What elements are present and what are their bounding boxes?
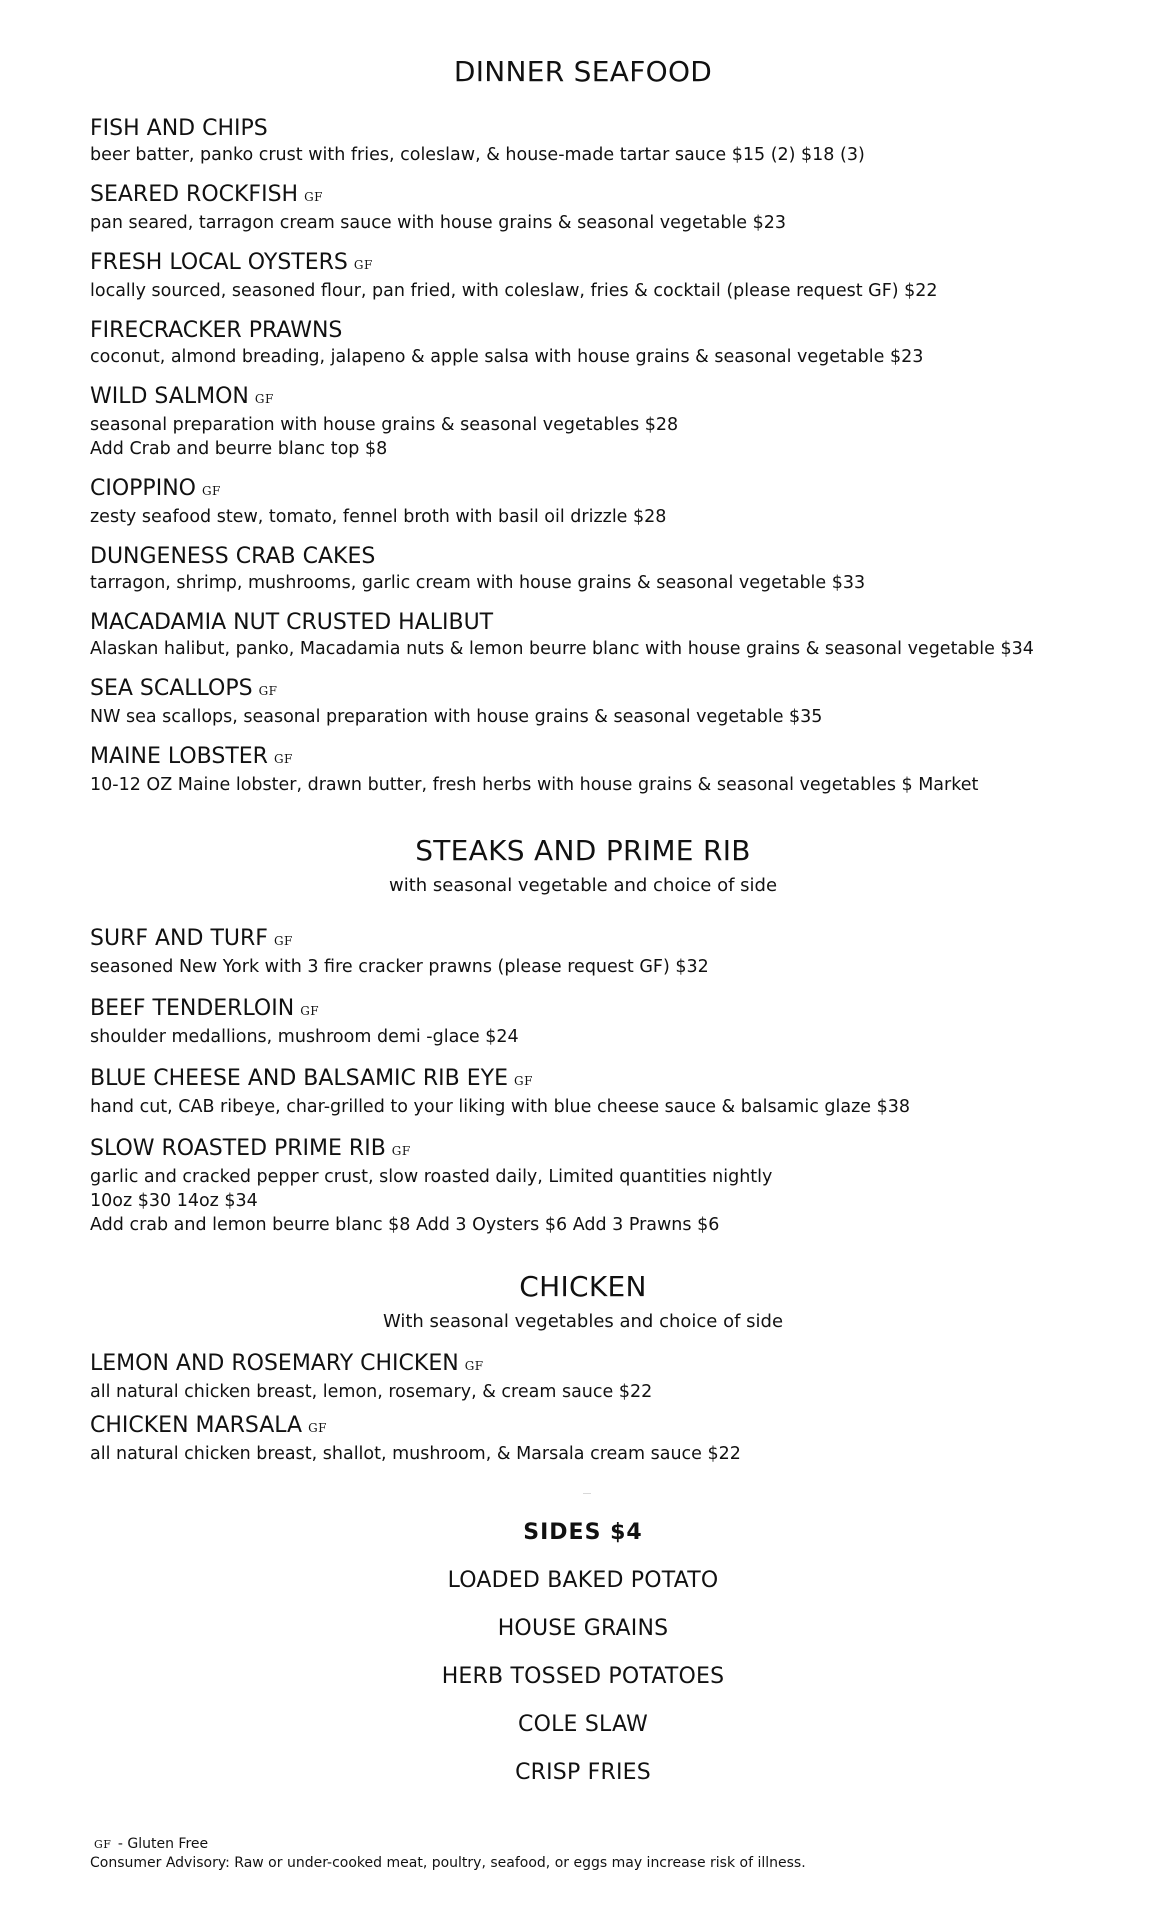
menu-item-name	[90, 543, 1126, 571]
menu-item	[90, 543, 1126, 595]
side-item: HERB TOSSED POTATOES	[441, 1664, 725, 1689]
sides-title: SIDES $4	[523, 1520, 643, 1545]
menu-item-description: all natural chicken breast, lemon, rosemary, & cream sauce $22	[90, 1382, 653, 1402]
menu-item-name	[90, 675, 1126, 705]
menu-item-description: shoulder medallions, mushroom demi -glace $24	[90, 1027, 519, 1047]
menu-item-name	[90, 995, 1126, 1025]
menu-item	[90, 1412, 1126, 1466]
menu-item-description: Alaskan halibut, panko, Macadamia nuts & lemon beurre blanc with house grains & seasonal vegetable $34	[90, 639, 1034, 659]
menu-item-description: seasonal preparation with house grains & seasonal vegetables $28	[90, 415, 679, 435]
footer	[90, 1835, 806, 1872]
gf-legend-mark: GF	[94, 1838, 112, 1851]
gluten-free-mark: GF	[304, 190, 323, 204]
menu-item-title: DUNGENESS CRAB CAKES	[90, 544, 376, 569]
steaks-title: STEAKS AND PRIME RIB	[415, 834, 751, 867]
gf-legend-line	[90, 1835, 806, 1854]
menu-item-title: SLOW ROASTED PRIME RIB	[90, 1136, 386, 1161]
menu-item-description: garlic and cracked pepper crust, slow roasted daily, Limited quantities nightly	[90, 1167, 773, 1187]
menu-item-title: CHICKEN MARSALA	[90, 1413, 303, 1438]
menu-item-name	[90, 475, 1126, 505]
gluten-free-mark: GF	[201, 484, 221, 498]
gluten-free-mark: GF	[254, 392, 274, 406]
menu-item-description: 10oz $30 14oz $34	[90, 1191, 258, 1211]
menu-item-title: FIRECRACKER PRAWNS	[90, 318, 343, 343]
gluten-free-mark: GF	[273, 752, 293, 766]
menu-item-name	[90, 1135, 1126, 1165]
menu-item-title: MAINE LOBSTER	[90, 744, 268, 769]
menu-item-description: all natural chicken breast, shallot, mushroom, & Marsala cream sauce $22	[90, 1444, 741, 1464]
menu-item	[90, 317, 1126, 369]
menu-item-title: SEARED ROCKFISH	[90, 182, 299, 207]
steaks-section	[0, 834, 1166, 896]
gluten-free-mark: GF	[391, 1144, 411, 1158]
menu-item-name	[90, 743, 1126, 773]
menu-item-name	[90, 1350, 1126, 1380]
menu-item-name	[90, 115, 1126, 143]
steaks-subtitle: with seasonal vegetable and choice of side	[388, 875, 778, 896]
chicken-items	[0, 1350, 1166, 1466]
menu-item-description: beer batter, panko crust with fries, coleslaw, & house-made tartar sauce $15 (2) $18 (3)	[90, 145, 865, 165]
menu-item-description: Add Crab and beurre blanc top $8	[90, 439, 388, 459]
menu-item-title: BLUE CHEESE AND BALSAMIC RIB EYE	[90, 1066, 508, 1091]
gluten-free-mark: GF	[353, 258, 373, 272]
menu-item-name	[90, 609, 1126, 637]
seafood-items	[0, 115, 1166, 797]
menu-item-title: LEMON AND ROSEMARY CHICKEN	[90, 1351, 459, 1376]
seafood-section	[0, 55, 1166, 88]
menu-item-title: WILD SALMON	[90, 384, 249, 409]
menu-item-description: Add crab and lemon beurre blanc $8 Add 3 Oysters $6 Add 3 Prawns $6	[90, 1215, 720, 1235]
menu-item-title: SEA SCALLOPS	[90, 676, 253, 701]
steaks-items	[0, 925, 1166, 1237]
chicken-section	[0, 1270, 1166, 1332]
gluten-free-mark: GF	[514, 1074, 533, 1088]
menu-item-name	[90, 1412, 1126, 1442]
menu-item-name	[90, 317, 1126, 345]
menu-item-description: tarragon, shrimp, mushrooms, garlic cream with house grains & seasonal vegetable $33	[90, 573, 866, 593]
menu-item-name	[90, 925, 1126, 955]
menu-item-title: FRESH LOCAL OYSTERS	[90, 250, 348, 275]
menu-item-description: hand cut, CAB ribeye, char-grilled to your liking with blue cheese sauce & balsamic glaze $38	[90, 1097, 911, 1117]
menu-item	[90, 1350, 1126, 1404]
menu-item-description: coconut, almond breading, jalapeno & apple salsa with house grains & seasonal vegetable $23	[90, 347, 924, 367]
gluten-free-mark: GF	[258, 684, 278, 698]
menu-item-name	[90, 383, 1126, 413]
menu-item	[90, 675, 1126, 729]
menu-item	[90, 995, 1126, 1049]
menu-item	[90, 743, 1126, 797]
seafood-title: DINNER SEAFOOD	[453, 55, 713, 88]
menu-item	[90, 925, 1126, 979]
menu-item-title: FISH AND CHIPS	[90, 116, 268, 141]
side-item: CRISP FRIES	[515, 1760, 651, 1785]
gluten-free-mark: GF	[464, 1359, 484, 1373]
chicken-subtitle: With seasonal vegetables and choice of side	[382, 1311, 784, 1332]
menu-item-description: zesty seafood stew, tomato, fennel broth with basil oil drizzle $28	[90, 507, 667, 527]
chicken-title: CHICKEN	[519, 1270, 647, 1303]
menu-item-name	[90, 249, 1126, 279]
menu-item-title: SURF AND TURF	[90, 926, 268, 951]
sides-section	[0, 1520, 1166, 1545]
menu-item	[90, 475, 1126, 529]
menu-item-name	[90, 181, 1126, 211]
menu-item	[90, 383, 1126, 461]
menu-item	[90, 609, 1126, 661]
side-item: HOUSE GRAINS	[497, 1616, 669, 1641]
menu-item-title: MACADAMIA NUT CRUSTED HALIBUT	[90, 610, 494, 635]
menu-item-title: CIOPPINO	[90, 476, 196, 501]
side-item: LOADED BAKED POTATO	[447, 1568, 719, 1593]
menu-item-description: pan seared, tarragon cream sauce with house grains & seasonal vegetable $23	[90, 213, 787, 233]
menu-item-description: seasoned New York with 3 fire cracker prawns (please request GF) $32	[90, 957, 709, 977]
menu-item	[90, 1065, 1126, 1119]
gf-legend-text: - Gluten Free	[117, 1836, 209, 1852]
stray-mark	[583, 1493, 591, 1494]
gluten-free-mark: GF	[300, 1004, 320, 1018]
menu-item-description: NW sea scallops, seasonal preparation with house grains & seasonal vegetable $35	[90, 707, 823, 727]
menu-item-description: locally sourced, seasoned flour, pan fried, with coleslaw, fries & cocktail (please request GF) $22	[90, 281, 938, 301]
menu-item	[90, 115, 1126, 167]
menu-item-title: BEEF TENDERLOIN	[90, 996, 295, 1021]
menu-item	[90, 181, 1126, 235]
menu-item	[90, 1135, 1126, 1237]
menu-item	[90, 249, 1126, 303]
gluten-free-mark: GF	[273, 934, 293, 948]
gluten-free-mark: GF	[308, 1421, 328, 1435]
side-item: COLE SLAW	[518, 1712, 648, 1737]
menu-item-description: 10-12 OZ Maine lobster, drawn butter, fresh herbs with house grains & seasonal vegetables $ Market	[90, 775, 979, 795]
menu-item-name	[90, 1065, 1126, 1095]
sides-list	[0, 1568, 1166, 1808]
consumer-advisory: Consumer Advisory: Raw or under-cooked meat, poultry, seafood, or eggs may increase risk of illness.	[90, 1855, 806, 1871]
